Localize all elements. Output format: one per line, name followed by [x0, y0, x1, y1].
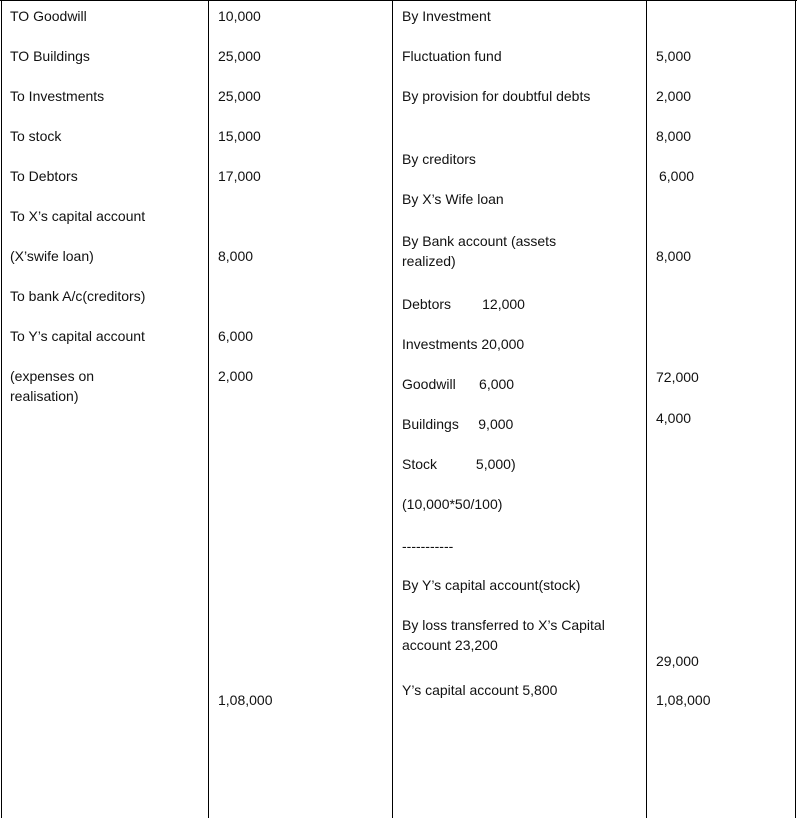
credit-amount: 8,000 [656, 128, 692, 144]
credit-amount: 29,000 [656, 653, 699, 669]
debit-amount: 25,000 [218, 88, 261, 104]
credit-label: Buildings 9,000 [402, 416, 514, 432]
credit-label: By loss transferred to X’s Capital account 23,200 [402, 617, 605, 653]
credit-label: Y’s capital account 5,800 [402, 682, 558, 698]
credit-amount: 5,000 [656, 48, 692, 64]
credit-label: (10,000*50/100) [402, 496, 503, 512]
debit-amount: 17,000 [218, 168, 261, 184]
debit-label: To stock [10, 128, 62, 144]
debit-amount: 2,000 [218, 368, 254, 384]
credit-label: Fluctuation fund [402, 48, 502, 64]
credit-amount: 4,000 [656, 410, 692, 426]
debit-total: 1,08,000 [218, 692, 273, 708]
credit-label: Investments 20,000 [402, 336, 525, 352]
debit-label: To bank A/c(creditors) [10, 288, 146, 304]
credit-amount: 6,000 [659, 168, 695, 184]
column-divider-left [1, 0, 2, 818]
debit-amount: 8,000 [218, 248, 254, 264]
credit-total: 1,08,000 [656, 692, 711, 708]
credit-label: By creditors [402, 151, 476, 167]
debit-label: (X’swife loan) [10, 248, 94, 264]
debit-label: TO Goodwill [10, 8, 87, 24]
credit-amount: 8,000 [656, 248, 692, 264]
column-divider-1 [208, 0, 209, 818]
credit-label: By X’s Wife loan [402, 191, 504, 207]
credit-label: ----------- [402, 538, 454, 554]
credit-label: By provision for doubtful debts [402, 88, 591, 104]
debit-label: To Investments [10, 88, 105, 104]
credit-label: Stock 5,000) [402, 456, 516, 472]
credit-label: By Investment [402, 8, 491, 24]
debit-label: To Debtors [10, 168, 78, 184]
credit-amount: 2,000 [656, 88, 692, 104]
debit-amount: 6,000 [218, 328, 254, 344]
column-divider-right [795, 0, 796, 818]
column-divider-2 [392, 0, 393, 818]
credit-amount: 72,000 [656, 369, 699, 385]
credit-label: Goodwill 6,000 [402, 376, 515, 392]
credit-label: By Y’s capital account(stock) [402, 577, 581, 593]
debit-label: To Y’s capital account [10, 328, 145, 344]
credit-label: By Bank account (assets realized) [402, 233, 557, 269]
debit-label: (expenses on realisation) [10, 368, 95, 404]
top-border [0, 0, 797, 1]
debit-amount: 25,000 [218, 48, 261, 64]
debit-label: To X’s capital account [10, 208, 146, 224]
debit-label: TO Buildings [10, 48, 90, 64]
debit-amount: 10,000 [218, 8, 261, 24]
column-divider-3 [646, 0, 647, 818]
credit-label: Debtors 12,000 [402, 296, 525, 312]
debit-amount: 15,000 [218, 128, 261, 144]
